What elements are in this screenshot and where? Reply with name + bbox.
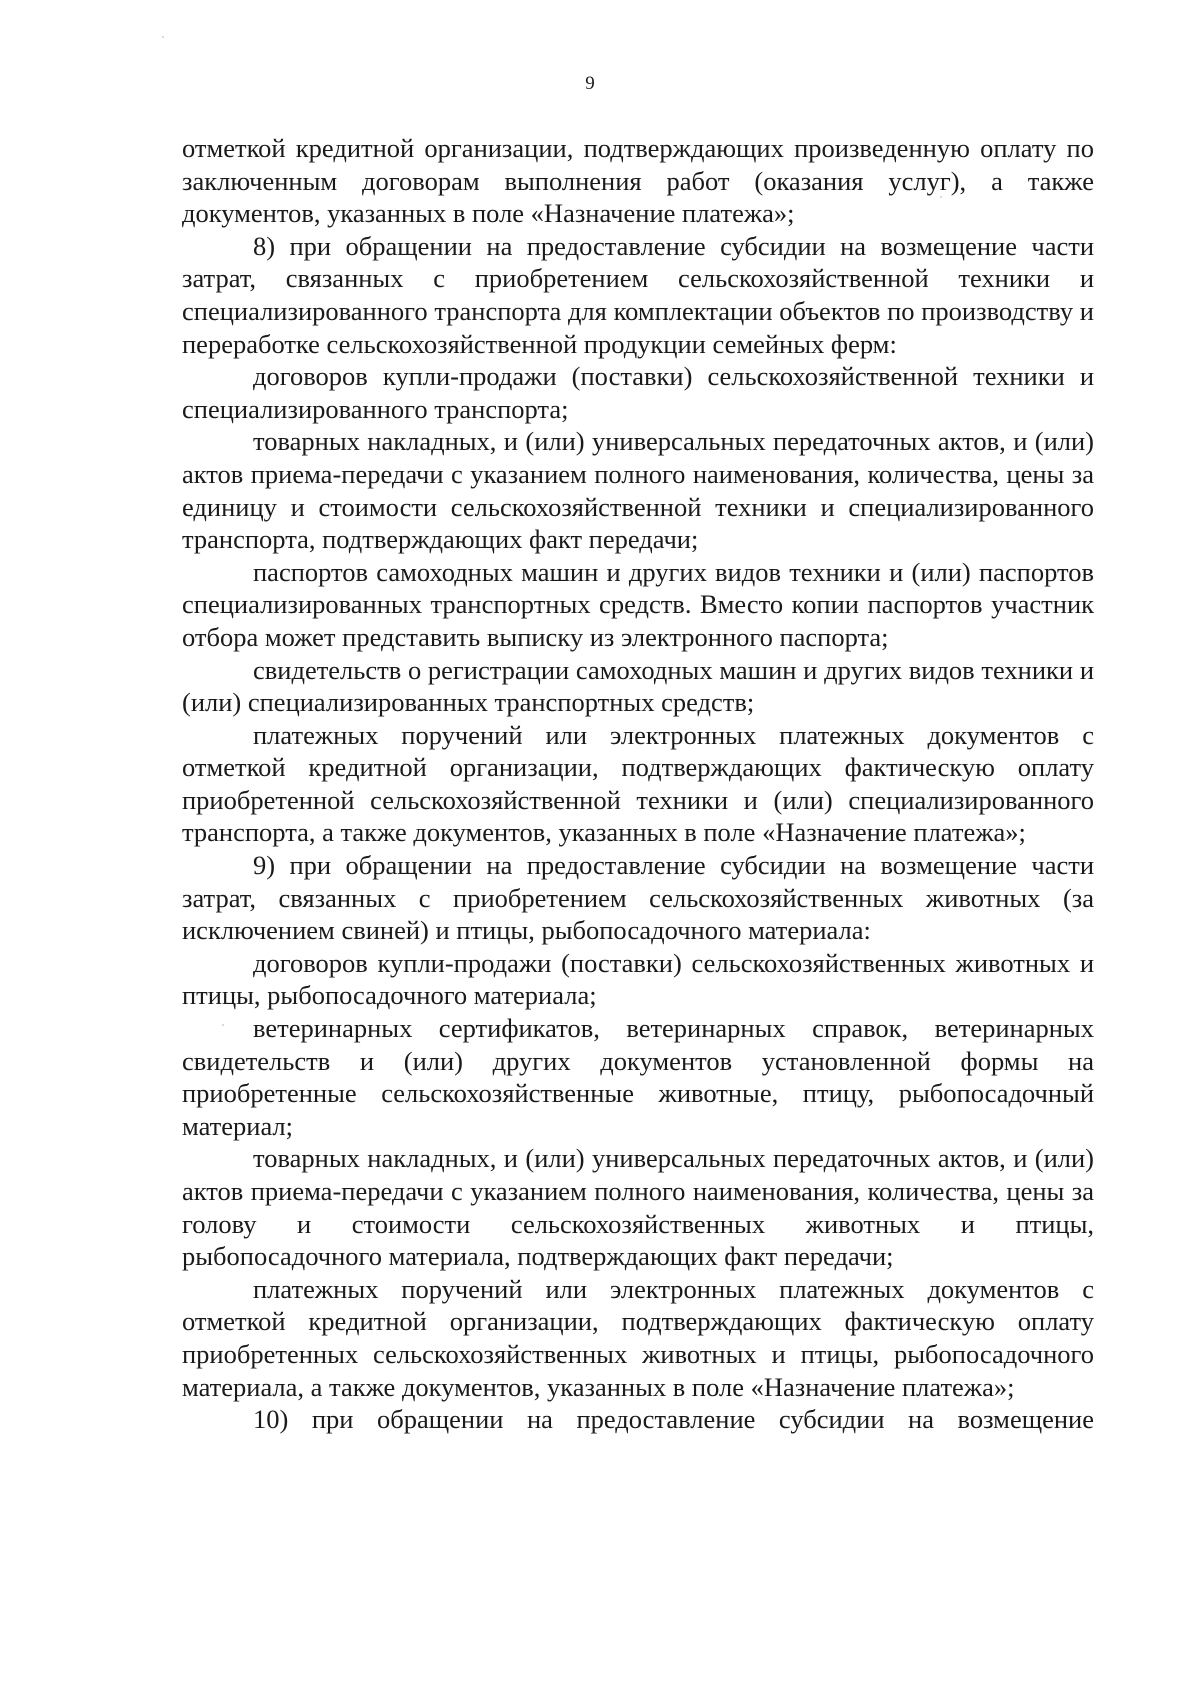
paragraph-item-10: 10) при обращении на предоставление субсидии на возмещение: [253, 1404, 1094, 1435]
paragraph-registration-certificates: свидетельств о регистрации самоходных машин и других видов техники и (или) специализированных транспортных средств;: [182, 654, 1094, 718]
scan-artifact: [940, 196, 942, 198]
paragraph-sale-contracts-animals: договоров купли-продажи (поставки) сельскохозяйственных животных и птицы, рыбопосадочного материала;: [182, 947, 1094, 1011]
paragraph-item-8: 8) при обращении на предоставление субсидии на возмещение части затрат, связанных с приобретением сельскохозяйственной техники и специализированного транспорта для комплектации объектов по производству и переработке сельскохозяйственной продукции семейных ферм:: [182, 230, 1094, 359]
scan-artifact: [222, 1024, 224, 1026]
paragraph-continuation: отметкой кредитной организации, подтверждающих произведенную оплату по заключенным договорам выполнения работ (оказания услуг), а также документов, указанных в поле «Назначение платежа»;: [182, 133, 1094, 229]
paragraph-waybills-machinery: товарных накладных, и (или) универсальных передаточных актов, и (или) актов приема-передачи с указанием полного наименования, количества, цены за единицу и стоимости сельскохозяйственной техники и специализированного транспорта, подтверждающих факт передачи;: [182, 426, 1094, 555]
paragraph-waybills-animals: товарных накладных, и (или) универсальных передаточных актов, и (или) актов приема-передачи с указанием полного наименования, количества, цены за голову и стоимости сельскохозяйственных животных и птицы, рыбопосадочного материала, подтверждающих факт передачи;: [182, 1143, 1094, 1272]
paragraph-sale-contracts-machinery: договоров купли-продажи (поставки) сельскохозяйственной техники и специализированного транспорта;: [182, 361, 1094, 424]
paragraph-payment-orders-animals: платежных поручений или электронных платежных документов с отметкой кредитной организации, подтверждающих фактическую оплату приобретенных сельскохозяйственных животных и птицы, рыбопосадочного материала, а также документов, указанных в поле «Назначение платежа»;: [182, 1273, 1094, 1402]
paragraph-payment-orders-machinery: платежных поручений или электронных платежных документов с отметкой кредитной организации, подтверждающих фактическую оплату приобретенной сельскохозяйственной техники и (или) специализированного транспорта, а также документов, указанных в поле «Назначение платежа»;: [182, 719, 1094, 848]
paragraph-item-9: 9) при обращении на предоставление субсидии на возмещение части затрат, связанных с приобретением сельскохозяйственных животных (за исключением свиней) и птицы, рыбопосадочного материала:: [182, 850, 1094, 946]
paragraph-passports: паспортов самоходных машин и других видов техники и (или) паспортов специализированных транспортных средств. Вместо копии паспортов участник отбора может представить выписку из электронного паспорта;: [182, 556, 1094, 652]
scan-artifact: [162, 36, 164, 38]
page-number: 9: [585, 73, 595, 94]
document-body: [182, 132, 1094, 1436]
paragraph-veterinary-certificates: ветеринарных сертификатов, ветеринарных справок, ветеринарных свидетельств и (или) других документов установленной формы на приобретенные сельскохозяйственные животные, птицу, рыбопосадочный материал;: [182, 1013, 1094, 1141]
